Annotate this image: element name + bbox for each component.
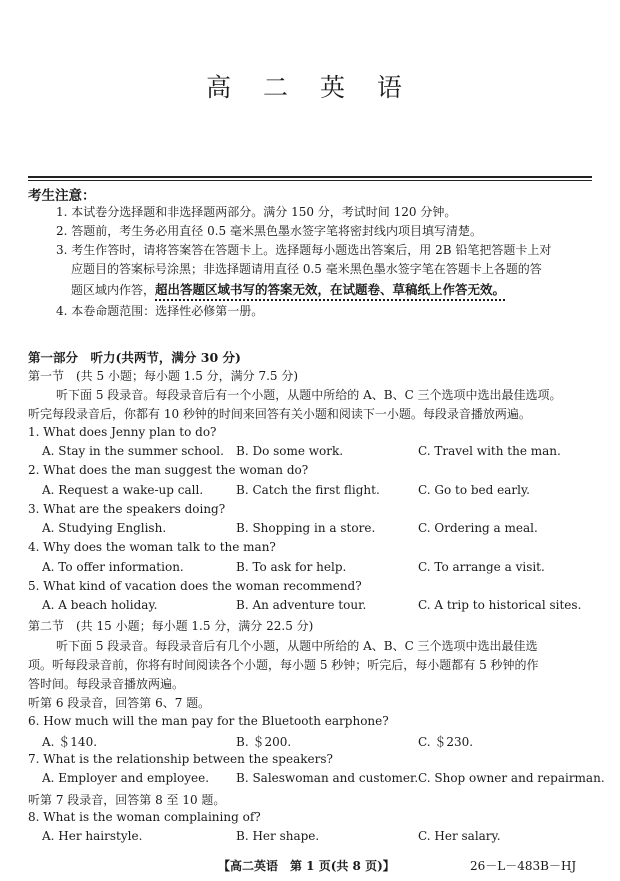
- section1-heading: 第一节 (共 5 小题；每小题 1.5 分，满分 7.5 分): [28, 369, 299, 383]
- question-6: 6. How much will the man pay for the Bluetooth earphone?: [28, 714, 389, 728]
- q4-option-c: C. To arrange a visit.: [418, 560, 545, 574]
- section1-instruction-1: 听下面 5 段录音。每段录音后有一个小题，从题中所给的 A、B、C 三个选项中选出最佳选项。: [56, 388, 562, 402]
- footer-code: 26－L－483B－HJ: [470, 859, 577, 873]
- q7-option-a: A. Employer and employee.: [42, 771, 210, 785]
- notice-item-2: 2. 答题前，考生务必用直径 0.5 毫米黑色墨水签字笔将密封线内项目填写清楚。: [56, 224, 482, 238]
- q2-option-c: C. Go to bed early.: [418, 483, 530, 497]
- part1-heading: 第一部分 听力(共两节，满分 30 分): [28, 350, 241, 365]
- notice-item-3-tail: 题区域内作答，: [71, 283, 156, 297]
- q1-option-a: A. Stay in the summer school.: [42, 444, 224, 458]
- q2-option-a: A. Request a wake-up call.: [42, 483, 204, 497]
- q3-option-b: B. Shopping in a store.: [236, 521, 376, 535]
- question-3: 3. What are the speakers doing?: [28, 502, 226, 516]
- question-4: 4. Why does the woman talk to the man?: [28, 540, 276, 554]
- notice-item-4: 4. 本卷命题范围：选择性必修第一册。: [56, 304, 264, 318]
- q4-option-b: B. To ask for help.: [236, 560, 347, 574]
- notice-item-1: 1. 本试卷分选择题和非选择题两部分。满分 150 分，考试时间 120 分钟。: [56, 205, 457, 219]
- q5-option-a: A. A beach holiday.: [42, 598, 158, 612]
- section2-heading: 第二节 (共 15 小题；每小题 1.5 分，满分 22.5 分): [28, 619, 314, 633]
- notice-heading: 考生注意：: [28, 188, 96, 204]
- q1-option-b: B. Do some work.: [236, 444, 344, 458]
- footer-page-info: 【高二英语 第 1 页(共 8 页)】: [218, 859, 395, 873]
- section2-instruction-3: 答时间。每段录音播放两遍。: [28, 677, 185, 691]
- q8-option-b: B. Her shape.: [236, 829, 320, 843]
- question-8: 8. What is the woman complaining of?: [28, 810, 261, 824]
- q4-option-a: A. To offer information.: [42, 560, 184, 574]
- section2-instruction-2: 项。听每段录音前，你将有时间阅读各个小题，每小题 5 秒钟；听完后，每小题都有 5 秒钟的作: [28, 658, 539, 672]
- q5-option-c: C. A trip to historical sites.: [418, 598, 582, 612]
- question-7: 7. What is the relationship between the speakers?: [28, 752, 333, 766]
- header-rule-thin: [28, 180, 592, 181]
- q6-option-c: C. ＄230.: [418, 735, 474, 749]
- audio-6-instruction: 听第 6 段录音，回答第 6、7 题。: [28, 696, 211, 710]
- q8-option-a: A. Her hairstyle.: [42, 829, 143, 843]
- section2-instruction-1: 听下面 5 段录音。每段录音后有几个小题，从题中所给的 A、B、C 三个选项中选出最佳选: [56, 639, 538, 653]
- q8-option-c: C. Her salary.: [418, 829, 501, 843]
- header-rule-thick: [28, 176, 592, 178]
- notice-item-3-cont2: [71, 280, 505, 301]
- q1-option-c: C. Travel with the man.: [418, 444, 561, 458]
- page-title: 高 二 英 语: [206, 73, 414, 102]
- q6-option-a: A. ＄140.: [42, 735, 98, 749]
- q5-option-b: B. An adventure tour.: [236, 598, 367, 612]
- notice-item-3: 3. 考生作答时，请将答案答在答题卡上。选择题每小题选出答案后，用 2B 铅笔把答题卡上对: [56, 243, 552, 257]
- notice-item-3-cont: 应题目的答案标号涂黑；非选择题请用直径 0.5 毫米黑色墨水签字笔在答题卡上各题的答: [71, 262, 542, 276]
- section1-instruction-2: 听完每段录音后，你都有 10 秒钟的时间来回答有关小题和阅读下一小题。每段录音播放两遍。: [28, 407, 531, 421]
- q3-option-c: C. Ordering a meal.: [418, 521, 538, 535]
- question-1: 1. What does Jenny plan to do?: [28, 425, 217, 439]
- q6-option-b: B. ＄200.: [236, 735, 292, 749]
- q2-option-b: B. Catch the first flight.: [236, 483, 380, 497]
- notice-warning-emphasis: 超出答题区域书写的答案无效，在试题卷、草稿纸上作答无效。: [155, 282, 506, 297]
- question-5: 5. What kind of vacation does the woman recommend?: [28, 579, 362, 593]
- q7-option-c: C. Shop owner and repairman.: [418, 771, 605, 785]
- q3-option-a: A. Studying English.: [42, 521, 167, 535]
- q7-option-b: B. Saleswoman and customer.: [236, 771, 419, 785]
- audio-7-instruction: 听第 7 段录音，回答第 8 至 10 题。: [28, 793, 226, 807]
- question-2: 2. What does the man suggest the woman do?: [28, 463, 309, 477]
